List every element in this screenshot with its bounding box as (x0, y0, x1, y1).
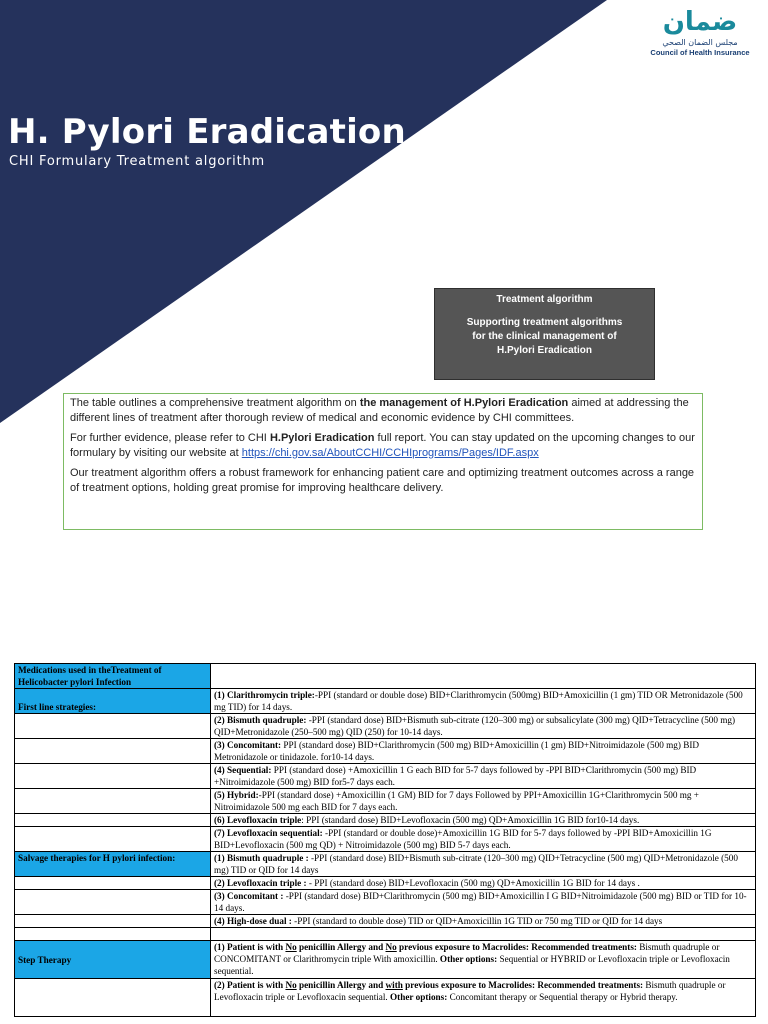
table-row (15, 877, 756, 890)
table-cell (211, 979, 756, 1017)
table-cell (15, 928, 211, 941)
table-cell (15, 814, 211, 827)
table-cell (211, 827, 756, 852)
regimen-name: (1) Clarithromycin triple: (214, 690, 315, 700)
step-condition-underline: No (385, 942, 397, 952)
step-condition-underline: with (385, 980, 403, 990)
step-condition-text: previous exposure to Macrolides: Recommended treatments: (402, 980, 644, 990)
other-options-label: Other options: (439, 954, 498, 964)
step-condition-text: previous exposure to Macrolides: Recommended treatments: (396, 942, 637, 952)
table-row (15, 979, 756, 1017)
table-row (15, 827, 756, 852)
table-cell (15, 789, 211, 814)
step-condition-text: (1) Patient is with (214, 942, 286, 952)
algorithm-box-line: for the clinical management of (472, 331, 617, 342)
regimen-name: (5) Hybrid: (214, 790, 259, 800)
regimen-text: : PPI (standard dose) BID+Levofloxacin (500 mg) QD+Amoxicillin 1G BID for10-14 days. (301, 815, 640, 825)
treatment-algorithm-box (434, 288, 655, 380)
intro-text: The table outlines a comprehensive treatment algorithm on (70, 397, 360, 409)
regimen-name: (6) Levofloxacin triple (214, 815, 302, 825)
step-condition (214, 942, 637, 952)
table-cell (211, 764, 756, 789)
table-row (15, 928, 756, 941)
step-condition-text: penicillin Allergy and (296, 942, 386, 952)
other-options-label: Other options: (390, 992, 448, 1002)
table-cell (15, 915, 211, 928)
intro-bold-text: H.Pylori Eradication (269, 432, 375, 444)
regimen-name: (2) Levofloxacin triple : (214, 878, 307, 888)
intro-box (63, 393, 703, 530)
algorithm-box-heading: Treatment algorithm (496, 294, 593, 305)
other-options-text: Concomitant therapy or Sequential therapy or Hybrid therapy. (447, 992, 678, 1002)
step-condition-underline: No (285, 980, 297, 990)
table-cell (211, 890, 756, 915)
table-cell (15, 877, 211, 890)
step-text: Bismuth quadruple or Levofloxacin triple or Levofloxacin sequential. (214, 980, 726, 1002)
table-row (15, 764, 756, 789)
intro-paragraph-3: Our treatment algorithm offers a robust framework for enhancing patient care and optimizing treatment outcomes across a range of treatment options, holding great promise for improving healthcare delivery. (70, 467, 695, 494)
other-options-text: Sequential or HYBRID or Levofloxacin triple or Levofloxacin sequential. (214, 954, 730, 976)
table-row (15, 915, 756, 928)
regimen-name: (4) High-dose dual : (214, 916, 292, 926)
intro-paragraph-1 (70, 396, 696, 425)
logo-arabic-name: مجلس الضمان الصحي (662, 38, 738, 47)
table-cell (211, 689, 756, 714)
medications-table (14, 663, 756, 1017)
table-cell (15, 764, 211, 789)
page-subtitle: CHI Formulary Treatment algorithm (9, 154, 265, 169)
table-cell (211, 941, 756, 979)
table-cell (211, 877, 756, 890)
regimen-text: -PPI (standard or double dose)+Amoxicillin 1G BID for 5-7 days followed by -PPI BID+Amoxicillin 1G BID+Levofloxacin (500 mg QD) + Nitroimidazole (500 mg) BID 5-7 days each. (214, 828, 712, 850)
table-cell (211, 928, 756, 941)
table-row (15, 941, 756, 979)
regimen-text: PPI (standard dose) BID+Clarithromycin (500 mg) BID+Amoxicillin (1 gm) BID+Nitroimidazole (500 mg) BID Metronidazole or tinidazole. for10-14 days. (214, 740, 700, 762)
regimen-text: -PPI (standard dose) +Amoxicillin (1 GM) BID for 7 days Followed by PPI+Amoxicillin 1G+Clarithromycin 500 mg + Nitroimidazole 500 mg each BID for 7 days each. (214, 790, 699, 812)
regimen-name: (1) Bismuth quadruple : (214, 853, 309, 863)
table-row (15, 664, 756, 689)
table-cell (15, 739, 211, 764)
table-row (15, 714, 756, 739)
step-condition-text: penicillin Allergy and (296, 980, 386, 990)
table-cell (211, 852, 756, 877)
regimen-text: PPI (standard dose) +Amoxicillin 1 G each BID for 5-7 days followed by -PPI BID+Clarithromycin (500 mg) BID +Nitroimidazole (500 mg) BID for5-7 days each. (214, 765, 697, 787)
table-row (15, 689, 756, 714)
intro-text: full report. You can stay updated on the upcoming changes to our formulary by visiting our website at (70, 432, 695, 459)
table-cell (211, 789, 756, 814)
regimen-text: -PPI (standard or double dose) BID+Clarithromycin (500mg) BID+Amoxicillin (1 gm) TID OR Metronidazole (500 mg TID) for 14 days. (214, 690, 743, 712)
page-title: H. Pylori Eradication (8, 112, 406, 152)
step-text: Bismuth quadruple or CONCOMITANT or Clarithromycin triple With amoxicillin. (214, 942, 720, 964)
regimen-text: -PPI (standard dose) BID+Bismuth sub-citrate (120–300 mg) or subsalicylate (300 mg) QID+Tetracycline (500 mg) QID+Metronidazole (250–500 mg) QID (250) for 10-14 days. (214, 715, 736, 737)
algorithm-box-line: Supporting treatment algorithms (466, 317, 623, 328)
table-row (15, 890, 756, 915)
intro-bold-text: the management of H.Pylori Eradication (359, 397, 569, 409)
logo-english-name: Council of Health Insurance (650, 48, 750, 57)
table-cell (211, 739, 756, 764)
table-cell (15, 827, 211, 852)
intro-text: For further evidence, please refer to CHI (70, 432, 270, 444)
regimen-text: -PPI (standard to double dose) TID or QID+Amoxicillin 1G TID or 750 mg TID or QID for 14 days (291, 916, 663, 926)
regimen-name: (2) Bismuth quadruple: (214, 715, 307, 725)
regimen-name: (3) Concomitant : (214, 891, 284, 901)
step-condition-underline: No (285, 942, 297, 952)
table-row (15, 739, 756, 764)
table-row (15, 789, 756, 814)
intro-text: aimed at addressing the different lines of treatment after thorough review of medical and economic evidence by CHI committees. (70, 397, 689, 424)
table-row (15, 814, 756, 827)
table-cell (211, 915, 756, 928)
regimen-name: (7) Levofloxacin sequential: (214, 828, 323, 838)
chi-logo (640, 6, 760, 68)
regimen-name: (3) Concomitant: (214, 740, 282, 750)
logo-arabic-mark: ضمان (662, 7, 738, 37)
regimen-text: -PPI (standard dose) BID+Clarithromycin (500 mg) BID+Amoxicillin I G BID+Nitroimidazole (500 mg) BID or TID for 10-14 days. (214, 891, 747, 913)
intro-paragraph-2 (70, 431, 696, 460)
step-therapy-label: Step Therapy (15, 941, 211, 979)
regimen-text: - PPI (standard dose) BID+Levofloxacin (500 mg) QD+Amoxicillin 1G BID for 14 days . (306, 878, 640, 888)
table-row (15, 852, 756, 877)
table-header-label: Medications used in theTreatment of Helicobacter pylori Infection (15, 664, 211, 689)
table-cell (15, 714, 211, 739)
regimen-text: -PPI (standard dose) BID+Bismuth sub-citrate (120–300 mg) QID+Tetracycline (500 mg) QID+Metronidazole (500 mg) TID or QID for 14 days (214, 853, 738, 875)
table-cell (211, 664, 756, 689)
table-cell (211, 714, 756, 739)
step-condition-text: (2) Patient is with (214, 980, 286, 990)
step-condition (214, 980, 643, 990)
table-cell (211, 814, 756, 827)
table-cell (15, 890, 211, 915)
salvage-label: Salvage therapies for H pylori infection: (15, 852, 211, 877)
algorithm-box-line: H.Pylori Eradication (496, 345, 593, 356)
regimen-name: (4) Sequential: (214, 765, 272, 775)
table-cell (15, 979, 211, 1017)
first-line-label: First line strategies: (15, 689, 211, 714)
chi-website-link[interactable]: https://chi.gov.sa/AboutCCHI/CCHIprograms/Pages/IDF.aspx (241, 446, 539, 459)
